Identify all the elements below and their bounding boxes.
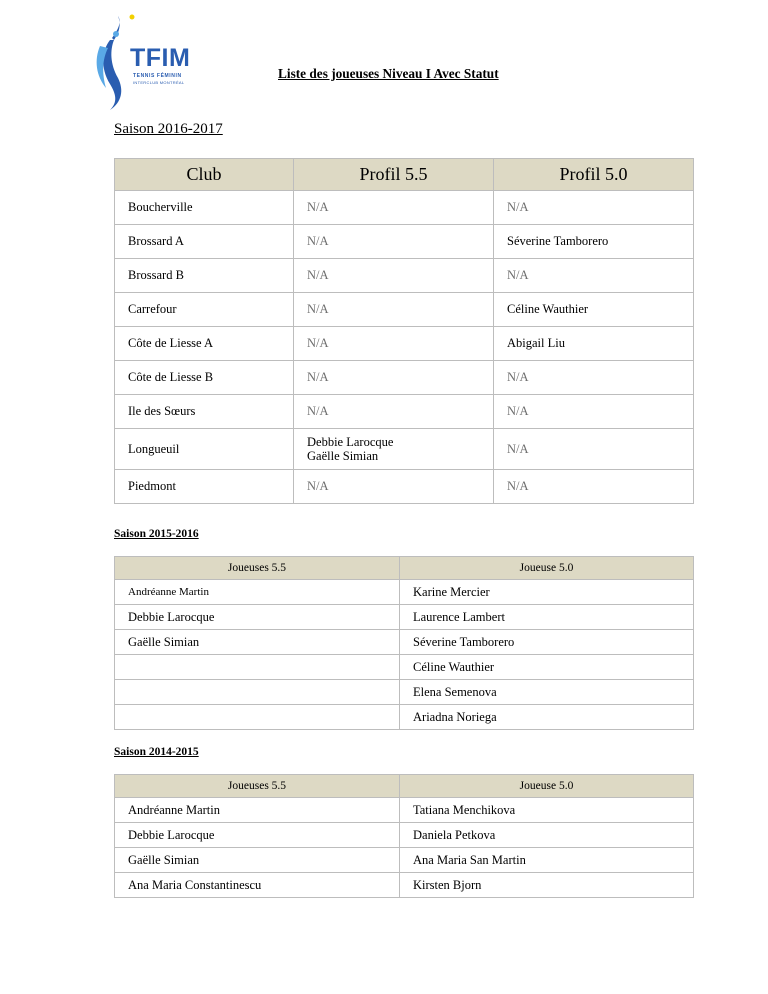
table-row	[115, 705, 694, 730]
profil-55-cell: N/A	[294, 225, 494, 259]
joueuse-50-cell: Laurence Lambert	[400, 605, 694, 630]
joueuse-55-cell	[115, 655, 400, 680]
header-joueuse-50: Joueuse 5.0	[400, 557, 694, 580]
joueuse-50-cell: Céline Wauthier	[400, 655, 694, 680]
season-2015-table	[114, 556, 694, 730]
joueuse-50-cell: Kirsten Bjorn	[400, 873, 694, 898]
season-2014-label: Saison 2014-2015	[114, 746, 199, 758]
profil-50-cell: N/A	[494, 395, 694, 429]
season-2014-table	[114, 774, 694, 898]
profil-55-cell: N/A	[294, 361, 494, 395]
table-row	[115, 680, 694, 705]
logo-subtitle-2: INTERCLUB MONTRÉAL	[133, 80, 185, 85]
table-row	[115, 823, 694, 848]
joueuse-55-cell: Andréanne Martin	[115, 580, 400, 605]
table-row	[115, 605, 694, 630]
table-row	[115, 429, 694, 470]
joueuse-50-cell: Ariadna Noriega	[400, 705, 694, 730]
joueuse-50-cell: Daniela Petkova	[400, 823, 694, 848]
table-header-row	[115, 159, 694, 191]
club-cell: Carrefour	[115, 293, 294, 327]
club-cell: Côte de Liesse B	[115, 361, 294, 395]
table-row	[115, 225, 694, 259]
profil-50-cell: Abigail Liu	[494, 327, 694, 361]
table-row	[115, 327, 694, 361]
table-row	[115, 580, 694, 605]
club-cell: Piedmont	[115, 470, 294, 504]
header-joueuses-55: Joueuses 5.5	[115, 775, 400, 798]
header-club: Club	[115, 159, 294, 191]
table-row	[115, 630, 694, 655]
profil-50-cell: N/A	[494, 191, 694, 225]
table-row	[115, 259, 694, 293]
table-row	[115, 191, 694, 225]
logo-name: TFIM	[130, 44, 191, 72]
profil-55-cell: N/A	[294, 470, 494, 504]
profil-55-cell: N/A	[294, 327, 494, 361]
joueuse-55-cell: Gaëlle Simian	[115, 630, 400, 655]
joueuse-50-cell: Tatiana Menchikova	[400, 798, 694, 823]
profil-50-cell: N/A	[494, 429, 694, 470]
joueuse-55-cell	[115, 705, 400, 730]
profil-50-cell: Céline Wauthier	[494, 293, 694, 327]
table-row	[115, 293, 694, 327]
joueuse-50-cell: Elena Semenova	[400, 680, 694, 705]
club-cell: Brossard B	[115, 259, 294, 293]
joueuse-55-cell: Andréanne Martin	[115, 798, 400, 823]
table-row	[115, 848, 694, 873]
table-row	[115, 798, 694, 823]
table-row	[115, 361, 694, 395]
table-row	[115, 470, 694, 504]
header-profil-50: Profil 5.0	[494, 159, 694, 191]
profil-50-cell: N/A	[494, 259, 694, 293]
joueuse-55-cell: Debbie Larocque	[115, 605, 400, 630]
season-2016-label: Saison 2016-2017	[114, 121, 223, 137]
table-row	[115, 395, 694, 429]
profil-50-cell: Séverine Tamborero	[494, 225, 694, 259]
header-joueuses-55: Joueuses 5.5	[115, 557, 400, 580]
club-cell: Brossard A	[115, 225, 294, 259]
club-cell: Boucherville	[115, 191, 294, 225]
profil-55-cell: N/A	[294, 395, 494, 429]
profil-55-cell: N/A	[294, 191, 494, 225]
joueuse-50-cell: Karine Mercier	[400, 580, 694, 605]
club-cell: Longueuil	[115, 429, 294, 470]
season-2016-table	[114, 158, 694, 504]
tfim-logo	[88, 10, 228, 118]
logo-subtitle-1: TENNIS FÉMININ	[133, 73, 182, 79]
table-row	[115, 655, 694, 680]
header-joueuse-50: Joueuse 5.0	[400, 775, 694, 798]
joueuse-55-cell: Gaëlle Simian	[115, 848, 400, 873]
joueuse-55-cell: Ana Maria Constantinescu	[115, 873, 400, 898]
profil-50-cell: N/A	[494, 470, 694, 504]
profil-55-cell	[294, 429, 494, 470]
header-profil-55: Profil 5.5	[294, 159, 494, 191]
joueuse-50-cell: Séverine Tamborero	[400, 630, 694, 655]
document-title: Liste des joueuses Niveau I Avec Statut	[278, 66, 499, 81]
profil-50-cell: N/A	[494, 361, 694, 395]
player-name: Debbie Larocque	[307, 435, 394, 449]
club-cell: Ile des Sœurs	[115, 395, 294, 429]
table-header-row	[115, 557, 694, 580]
table-row	[115, 873, 694, 898]
season-2015-label: Saison 2015-2016	[114, 528, 199, 540]
club-cell: Côte de Liesse A	[115, 327, 294, 361]
profil-55-cell: N/A	[294, 259, 494, 293]
joueuse-55-cell: Debbie Larocque	[115, 823, 400, 848]
player-name: Gaëlle Simian	[307, 449, 379, 463]
joueuse-55-cell	[115, 680, 400, 705]
profil-55-cell: N/A	[294, 293, 494, 327]
table-header-row	[115, 775, 694, 798]
joueuse-50-cell: Ana Maria San Martin	[400, 848, 694, 873]
